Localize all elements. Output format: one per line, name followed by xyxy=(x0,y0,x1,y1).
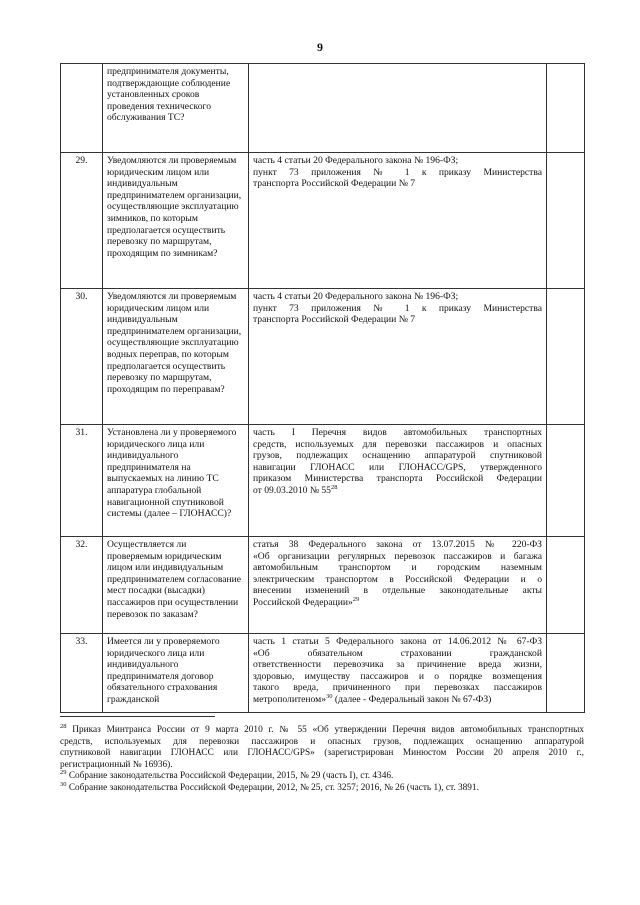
legal-line: от 09.03.2010 № 55 xyxy=(253,484,331,496)
footnote-mark: 29 xyxy=(60,769,67,777)
table-row xyxy=(61,64,585,153)
question-cell: Имеется ли у проверяемого юридического лица или индивидуального предпринимателя договор обязательного страхования гражданской xyxy=(103,634,249,713)
notes-cell xyxy=(547,289,585,425)
row-number: 32. xyxy=(61,537,103,634)
legal-basis-cell xyxy=(249,289,547,425)
legal-line: часть 4 статьи 20 Федерального закона № 196-ФЗ; xyxy=(253,155,459,166)
legal-line: приказом Министерства транспорта Российской Федерации xyxy=(253,473,542,485)
legal-basis-cell xyxy=(249,153,547,289)
legal-line: «Об организации регулярных перевозок пассажиров и багажа xyxy=(253,550,542,562)
footnote-mark: 30 xyxy=(60,780,67,788)
legal-line: здоровью, имуществу пассажиров и о порядке возмещения xyxy=(253,670,542,682)
legal-basis-cell xyxy=(249,634,547,713)
row-number: 31. xyxy=(61,425,103,537)
footnote-text: регистрационный № 16936). xyxy=(60,759,173,770)
legal-line: средств, используемых для перевозки пассажиров и опасных xyxy=(253,438,542,450)
table-row xyxy=(61,634,585,713)
legal-line: часть 1 статьи 5 Федерального закона от 14.06.2012 № 67-ФЗ xyxy=(253,636,542,647)
question-cell: Установлена ли у проверяемого юридического лица или индивидуального предпринимателя на выпускаемых на линию ТС аппаратура глобальной навигационной спутниковой системы (далее – ГЛОНАСС)? xyxy=(103,425,249,537)
legal-basis-cell xyxy=(249,64,547,153)
footnote xyxy=(60,722,584,771)
legal-line: ответственности перевозчика за причинение вреда жизни, xyxy=(253,659,542,671)
legal-line: метрополитеном» xyxy=(253,693,327,705)
question-cell: Уведомляются ли проверяемым юридическим лицом или индивидуальным предпринимателем организации, осуществляющие эксплуатацию зимников, по которым предполагается осуществить перевозку по маршрутам, проходящим по зимникам? xyxy=(103,153,249,289)
footnote-text: спутниковой навигации ГЛОНАСС или ГЛОНАСС/GPS» (зарегистрирован Минюстом России 20 апреля 2010 г., xyxy=(60,748,584,759)
legal-line: транспорта Российской Федерации № 7 xyxy=(253,314,416,326)
legal-line: Российской Федерации» xyxy=(253,596,353,608)
notes-cell xyxy=(547,425,585,537)
footnote-text: Собрание законодательства Российской Федерации, 2015, № 29 (часть I), ст. 4346. xyxy=(66,771,394,782)
footnote-text: средств, используемых для перевозки пассажиров и опасных грузов, подлежащих оснащению аппаратурой xyxy=(60,736,584,747)
legal-line: внесении изменений в отдельные законодательные акты xyxy=(253,585,542,597)
legal-line: часть I Перечня видов автомобильных транспортных xyxy=(253,427,542,438)
footnote-text: Собрание законодательства Российской Федерации, 2012, № 25, ст. 3257; 2016, № 26 (часть 1), ст. 3891. xyxy=(66,782,479,793)
page-number: 9 xyxy=(317,40,323,54)
footnote xyxy=(60,780,584,795)
legal-line: часть 4 статьи 20 Федерального закона № 196-ФЗ; xyxy=(253,291,459,302)
legal-basis-cell xyxy=(249,425,547,537)
legal-line: грузов, подлежащих оснащению аппаратурой спутниковой xyxy=(253,450,542,462)
question-cell: Осуществляется ли проверяемым юридическим лицом или индивидуальным предпринимателем согласование мест посадки (высадки) пассажиров при осуществлении перевозок по заказам? xyxy=(103,537,249,634)
footnote-text: Приказ Минтранса России от 9 марта 2010 г. № 55 «Об утверждении Перечня видов автомобильных транспортных xyxy=(66,725,584,735)
table-row xyxy=(61,289,585,425)
legal-line: такого вреда, причиненного при перевозках пассажиров xyxy=(253,682,542,694)
footnote-ref: 29 xyxy=(352,595,360,603)
legal-line: статья 38 Федерального закона от 13.07.2015 № 220-ФЗ xyxy=(253,539,542,550)
footnote xyxy=(60,771,584,783)
row-number xyxy=(61,64,103,153)
footnote-mark: 28 xyxy=(60,722,67,730)
notes-cell xyxy=(547,64,585,153)
table-row xyxy=(61,425,585,537)
table-row xyxy=(61,153,585,289)
row-number: 30. xyxy=(61,289,103,425)
legal-line: «Об обязательном страховании гражданской xyxy=(253,647,542,659)
footnote-divider xyxy=(60,716,215,717)
notes-cell xyxy=(547,537,585,634)
row-number: 33. xyxy=(61,634,103,713)
legal-line: навигации ГЛОНАСС или ГЛОНАСС/GPS, утвержденного xyxy=(253,461,542,473)
legal-line: транспорта Российской Федерации № 7 xyxy=(253,178,416,190)
legal-basis-cell xyxy=(249,537,547,634)
footnote-ref: 30 xyxy=(326,692,333,700)
question-cell: Уведомляются ли проверяемым юридическим лицом или индивидуальным предпринимателем организации, осуществляющие эксплуатацию водных переправ, по которым предполагается осуществить перевозку по маршрутам, проходящим по переправам? xyxy=(103,289,249,425)
table-row xyxy=(61,537,585,634)
footnote-ref: 28 xyxy=(330,483,338,491)
legal-line: пункт 73 приложения № 1 к приказу Министерства xyxy=(253,166,542,178)
question-cell: предпринимателя документы, подтверждающие соблюдение установленных сроков проведения технического обслуживания ТС? xyxy=(103,64,249,153)
checklist-table xyxy=(60,63,585,713)
notes-cell xyxy=(547,153,585,289)
legal-line: (далее - Федеральный закон № 67-ФЗ) xyxy=(332,693,492,705)
legal-line: электрическим транспортом в Российской Федерации и о xyxy=(253,573,542,585)
notes-cell xyxy=(547,634,585,713)
legal-line: автомобильным транспортом и городским наземным xyxy=(253,562,542,574)
legal-line: пункт 73 приложения № 1 к приказу Министерства xyxy=(253,302,542,314)
footnotes xyxy=(60,716,584,795)
row-number: 29. xyxy=(61,153,103,289)
